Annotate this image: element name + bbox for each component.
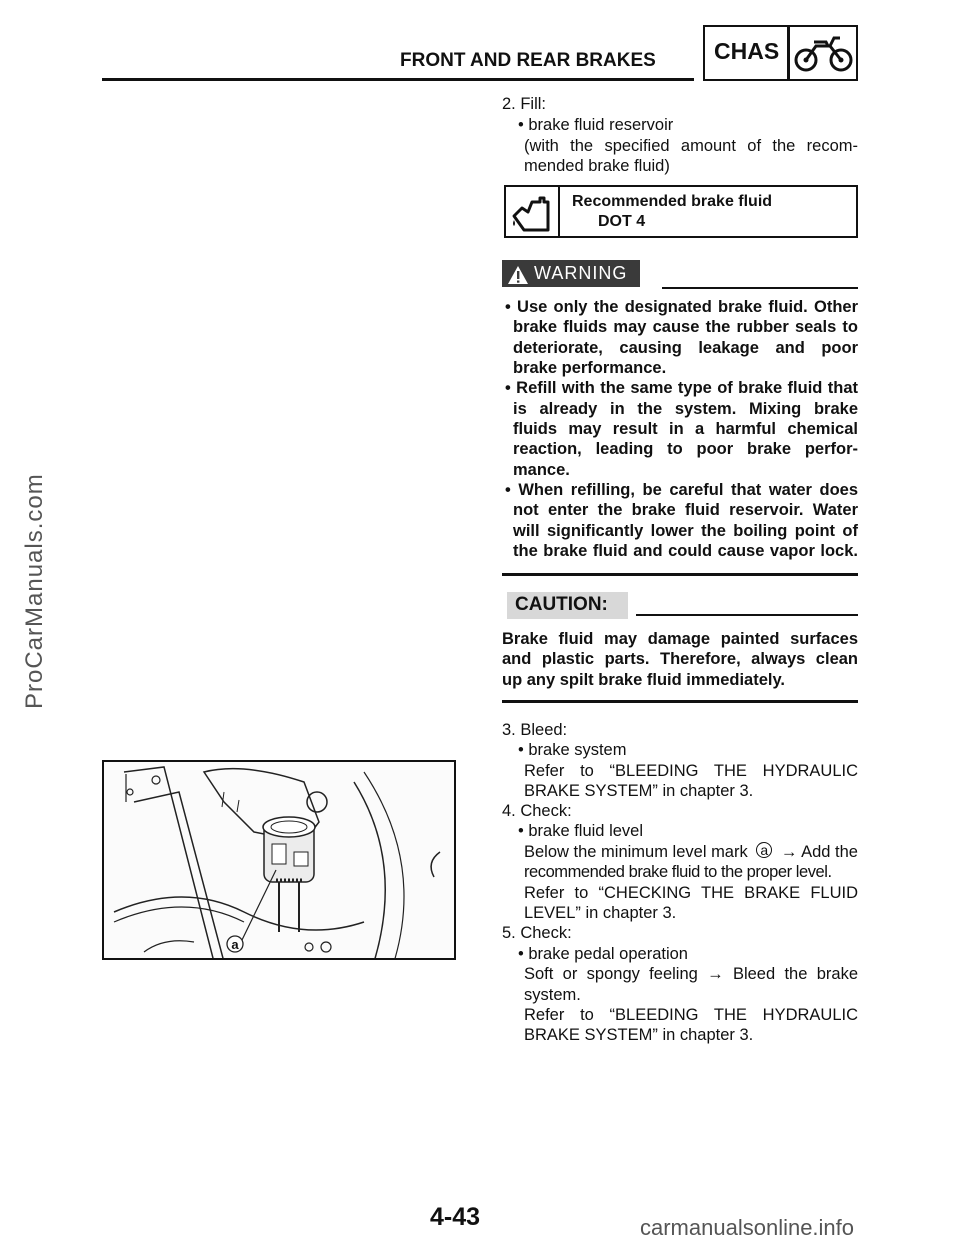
step-5-heading: 5. Check: bbox=[502, 924, 572, 942]
footer-watermark: carmanualsonline.info bbox=[640, 1215, 855, 1240]
brake-reservoir-illustration bbox=[104, 762, 456, 960]
caution-rule bbox=[636, 614, 858, 616]
warning-triangle-icon bbox=[507, 265, 529, 285]
caution-line-3: up any spilt brake fluid immediately. bbox=[502, 671, 786, 689]
step-4-line-1 bbox=[524, 842, 858, 863]
warning-line-3: deteriorate, causing leakage and poor bbox=[513, 339, 858, 357]
motorcycle-icon bbox=[792, 30, 854, 76]
step-4-ref-line-1: Refer to “CHECKING THE BRAKE FLUID bbox=[524, 884, 858, 902]
photo-callout-a: a bbox=[231, 937, 239, 952]
warning-line-8: reaction, leading to poor brake perfor- bbox=[513, 440, 858, 458]
step-3-item: • brake system bbox=[518, 741, 627, 759]
step-5-line-2: system. bbox=[524, 986, 581, 1004]
fluid-spec-label: Recommended brake fluid bbox=[572, 193, 773, 210]
section-badge-divider bbox=[787, 25, 790, 81]
caution-end-rule bbox=[502, 700, 858, 703]
fluid-spec-value: DOT 4 bbox=[598, 213, 646, 230]
step-4-line-2: recommended brake fluid to the proper level. bbox=[524, 863, 832, 881]
warning-line-10: • When refilling, be careful that water does bbox=[505, 481, 858, 499]
step-2-heading: 2. Fill: bbox=[502, 95, 547, 113]
section-title: FRONT AND REAR BRAKES bbox=[400, 50, 656, 71]
warning-rule bbox=[662, 287, 858, 289]
warning-line-1: • Use only the designated brake fluid. Other bbox=[505, 298, 858, 316]
warning-line-13: the brake fluid and could cause vapor lock. bbox=[513, 542, 858, 560]
warning-line-2: brake fluids may cause the rubber seals to bbox=[513, 318, 858, 336]
step-4-ref-line-2: LEVEL” in chapter 3. bbox=[524, 904, 677, 922]
page-number: 4-43 bbox=[430, 1203, 481, 1231]
oil-can-icon bbox=[508, 190, 554, 234]
warning-line-12: will significantly lower the boiling point of bbox=[513, 522, 858, 540]
warning-line-6: is already in the system. Mixing brake bbox=[513, 400, 858, 418]
step-2-note-line-1: (with the specified amount of the recom- bbox=[524, 137, 858, 155]
step-5-item: • brake pedal operation bbox=[518, 945, 688, 963]
step-4-item: • brake fluid level bbox=[518, 822, 644, 840]
caution-line-1: Brake fluid may damage painted surfaces bbox=[502, 630, 858, 648]
fluid-spec-divider bbox=[558, 185, 560, 238]
step-2-note-line-2: mended brake fluid) bbox=[524, 157, 670, 175]
step-3-heading: 3. Bleed: bbox=[502, 721, 568, 739]
warning-line-11: not enter the brake fluid reservoir. Water bbox=[513, 501, 858, 519]
step-3-ref-line-2: BRAKE SYSTEM” in chapter 3. bbox=[524, 782, 754, 800]
warning-line-7: fluids may result in a harmful chemical bbox=[513, 420, 858, 438]
warning-line-9: mance. bbox=[513, 461, 570, 479]
step-5-ref-line-1: Refer to “BLEEDING THE HYDRAULIC bbox=[524, 1006, 858, 1024]
warning-line-5: • Refill with the same type of brake fluid that bbox=[505, 379, 858, 397]
warning-label: WARNING bbox=[534, 263, 628, 283]
step-4-heading: 4. Check: bbox=[502, 802, 572, 820]
step-5-line-1: Soft or spongy feeling → Bleed the brake bbox=[524, 965, 858, 983]
callout-a: a bbox=[756, 842, 772, 858]
caution-line-2: and plastic parts. Therefore, always clean bbox=[502, 650, 858, 668]
warning-line-4: brake performance. bbox=[513, 359, 667, 377]
side-watermark: ProCarManuals.com bbox=[21, 473, 48, 709]
step-4-line-1-text: Below the minimum level mark bbox=[524, 843, 748, 861]
section-code: CHAS bbox=[714, 38, 780, 64]
step-4-line-1-action: → Add the bbox=[780, 843, 858, 861]
caution-label: CAUTION: bbox=[515, 594, 608, 615]
warning-end-rule bbox=[502, 573, 858, 576]
brake-reservoir-photo bbox=[102, 760, 456, 960]
header-rule bbox=[102, 78, 694, 81]
step-3-ref-line-1: Refer to “BLEEDING THE HYDRAULIC bbox=[524, 762, 858, 780]
step-5-ref-line-2: BRAKE SYSTEM” in chapter 3. bbox=[524, 1026, 754, 1044]
step-2-item: • brake fluid reservoir bbox=[518, 116, 674, 134]
